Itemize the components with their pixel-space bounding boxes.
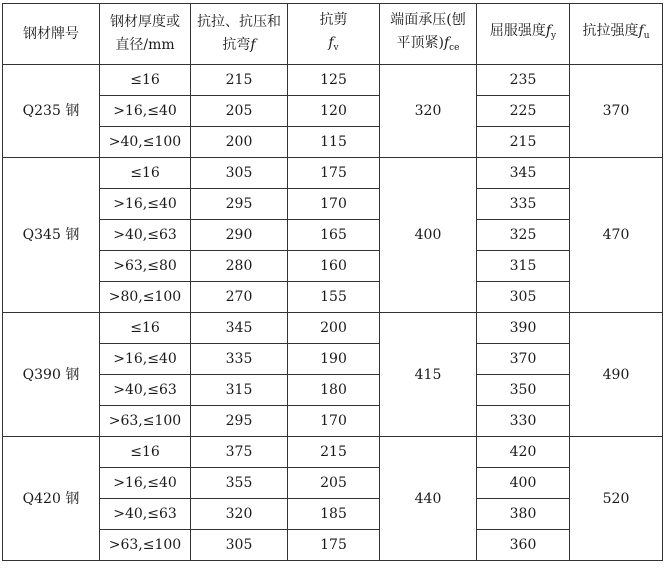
- cell-tension: 280: [191, 251, 288, 282]
- header-ultimate: [570, 4, 663, 65]
- cell-yield: 315: [477, 251, 570, 282]
- header-ultimate-subscript: u: [643, 31, 650, 41]
- cell-grade: Q420 钢: [3, 437, 100, 561]
- header-shear: [288, 4, 380, 65]
- cell-ultimate: 490: [570, 313, 663, 437]
- cell-thickness: ≤16: [100, 158, 191, 189]
- cell-yield: 225: [477, 96, 570, 127]
- header-yield: [477, 4, 570, 65]
- cell-thickness: >40,≤63: [100, 220, 191, 251]
- cell-shear: 120: [288, 96, 380, 127]
- header-shear-symbol: f: [328, 34, 334, 51]
- cell-shear: 190: [288, 344, 380, 375]
- table-row: [3, 499, 663, 530]
- cell-ultimate: 520: [570, 437, 663, 561]
- cell-tension: 200: [191, 127, 288, 158]
- header-bearing-line1: 端面承压(刨: [390, 11, 466, 28]
- cell-yield: 360: [477, 530, 570, 561]
- cell-yield: 305: [477, 282, 570, 313]
- cell-shear: 155: [288, 282, 380, 313]
- header-yield-subscript: y: [551, 31, 557, 41]
- cell-yield: 380: [477, 499, 570, 530]
- cell-tension: 305: [191, 158, 288, 189]
- table-row: [3, 406, 663, 437]
- cell-tension: 290: [191, 220, 288, 251]
- cell-shear: 125: [288, 65, 380, 96]
- table-header: [3, 4, 663, 65]
- cell-thickness: >63,≤100: [100, 530, 191, 561]
- table-row: [3, 437, 663, 468]
- cell-thickness: >63,≤100: [100, 406, 191, 437]
- cell-thickness: ≤16: [100, 437, 191, 468]
- cell-yield: 420: [477, 437, 570, 468]
- header-shear-subscript: v: [333, 42, 339, 53]
- table-row: [3, 375, 663, 406]
- cell-shear: 215: [288, 437, 380, 468]
- cell-yield: 350: [477, 375, 570, 406]
- cell-shear: 170: [288, 189, 380, 220]
- table-row: [3, 468, 663, 499]
- cell-yield: 335: [477, 189, 570, 220]
- header-row: [3, 4, 663, 65]
- header-bearing: [380, 4, 477, 65]
- table-row: [3, 251, 663, 282]
- cell-tension: 320: [191, 499, 288, 530]
- cell-tension: 345: [191, 313, 288, 344]
- header-tension-line2-text: 抗弯: [222, 37, 251, 53]
- table-row: [3, 158, 663, 189]
- header-thickness-line2: 直径/mm: [115, 37, 175, 53]
- header-yield-label: 屈服强度: [489, 23, 546, 39]
- table-row: [3, 282, 663, 313]
- cell-yield: 215: [477, 127, 570, 158]
- cell-tension: 355: [191, 468, 288, 499]
- cell-shear: 160: [288, 251, 380, 282]
- cell-grade: Q390 钢: [3, 313, 100, 437]
- cell-shear: 200: [288, 313, 380, 344]
- cell-tension: 205: [191, 96, 288, 127]
- cell-yield: 390: [477, 313, 570, 344]
- header-grade: [3, 4, 100, 65]
- cell-tension: 295: [191, 406, 288, 437]
- table-body: [3, 65, 663, 561]
- table-row: [3, 530, 663, 561]
- cell-yield: 345: [477, 158, 570, 189]
- cell-tension: 315: [191, 375, 288, 406]
- cell-shear: 170: [288, 406, 380, 437]
- header-ultimate-label: 抗拉强度: [582, 23, 639, 39]
- header-thickness-line1: 钢材厚度或: [110, 14, 180, 30]
- cell-tension: 375: [191, 437, 288, 468]
- header-bearing-symbol: f: [443, 34, 450, 51]
- cell-thickness: >16,≤40: [100, 468, 191, 499]
- steel-strength-table: [2, 3, 663, 561]
- cell-yield: 370: [477, 344, 570, 375]
- header-bearing-line2-text: 平顶紧): [396, 34, 444, 51]
- header-yield-symbol: f: [545, 23, 552, 39]
- cell-shear: 165: [288, 220, 380, 251]
- cell-thickness: ≤16: [100, 313, 191, 344]
- cell-shear: 175: [288, 530, 380, 561]
- header-tension: [191, 4, 288, 65]
- table-row: [3, 65, 663, 96]
- header-tension-line2: [193, 34, 285, 57]
- cell-ultimate: 470: [570, 158, 663, 313]
- cell-yield: 235: [477, 65, 570, 96]
- header-bearing-subscript: ce: [449, 42, 460, 53]
- cell-tension: 295: [191, 189, 288, 220]
- cell-tension: 270: [191, 282, 288, 313]
- table-row: [3, 313, 663, 344]
- header-thickness: [100, 4, 191, 65]
- header-bearing-line2: [382, 32, 474, 60]
- cell-thickness: >80,≤100: [100, 282, 191, 313]
- cell-shear: 180: [288, 375, 380, 406]
- cell-thickness: >63,≤80: [100, 251, 191, 282]
- table-row: [3, 220, 663, 251]
- header-shear-line2: [290, 32, 377, 60]
- cell-bearing: 400: [380, 158, 477, 313]
- cell-yield: 400: [477, 468, 570, 499]
- cell-shear: 175: [288, 158, 380, 189]
- table-row: [3, 96, 663, 127]
- table-row: [3, 127, 663, 158]
- cell-grade: Q345 钢: [3, 158, 100, 313]
- cell-bearing: 415: [380, 313, 477, 437]
- cell-grade: Q235 钢: [3, 65, 100, 158]
- header-tension-symbol: f: [250, 37, 256, 53]
- cell-thickness: >16,≤40: [100, 344, 191, 375]
- header-grade-label: 钢材牌号: [23, 25, 79, 42]
- header-tension-line1: 抗拉、抗压和: [197, 14, 281, 30]
- cell-thickness: >16,≤40: [100, 96, 191, 127]
- cell-shear: 205: [288, 468, 380, 499]
- cell-tension: 305: [191, 530, 288, 561]
- cell-thickness: >40,≤100: [100, 127, 191, 158]
- cell-tension: 215: [191, 65, 288, 96]
- table-row: [3, 189, 663, 220]
- table-row: [3, 344, 663, 375]
- cell-shear: 115: [288, 127, 380, 158]
- cell-thickness: ≤16: [100, 65, 191, 96]
- cell-yield: 325: [477, 220, 570, 251]
- cell-thickness: >40,≤63: [100, 499, 191, 530]
- header-shear-line1: 抗剪: [319, 11, 348, 28]
- cell-ultimate: 370: [570, 65, 663, 158]
- cell-bearing: 440: [380, 437, 477, 561]
- cell-tension: 335: [191, 344, 288, 375]
- cell-bearing: 320: [380, 65, 477, 158]
- cell-thickness: >40,≤63: [100, 375, 191, 406]
- cell-thickness: >16,≤40: [100, 189, 191, 220]
- header-ultimate-symbol: f: [638, 23, 644, 39]
- cell-shear: 185: [288, 499, 380, 530]
- cell-yield: 330: [477, 406, 570, 437]
